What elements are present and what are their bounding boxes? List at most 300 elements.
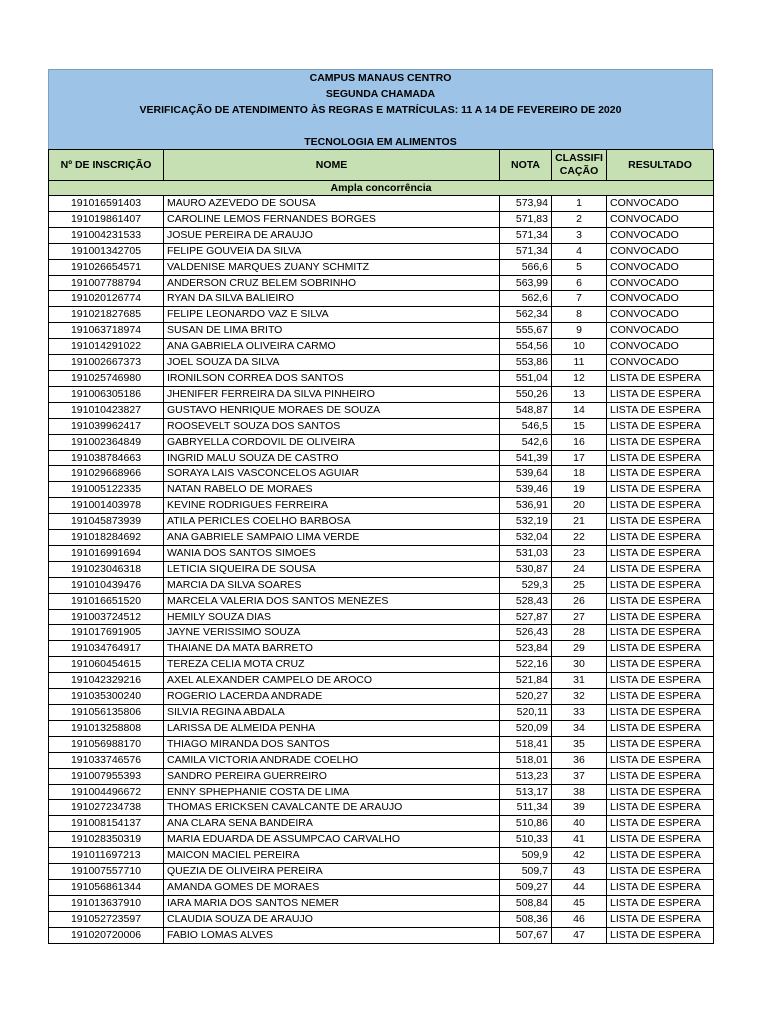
cell-nome: GABRYELLA CORDOVIL DE OLIVEIRA [164,434,500,450]
cell-resultado: LISTA DE ESPERA [607,625,714,641]
cell-nota: 542,6 [500,434,552,450]
cell-resultado: LISTA DE ESPERA [607,911,714,927]
cell-resultado: CONVOCADO [607,259,714,275]
cell-nota: 532,04 [500,530,552,546]
table-row [49,927,714,943]
cell-resultado: LISTA DE ESPERA [607,641,714,657]
cell-inscricao: 191063718974 [49,323,164,339]
table-row [49,545,714,561]
cell-nota: 553,86 [500,355,552,371]
cell-resultado: LISTA DE ESPERA [607,466,714,482]
cell-classificacao: 32 [552,689,607,705]
cell-inscricao: 191045873939 [49,514,164,530]
cell-classificacao: 10 [552,339,607,355]
cell-nome: NATAN RABELO DE MORAES [164,482,500,498]
cell-inscricao: 191052723597 [49,911,164,927]
cell-nome: RYAN DA SILVA BALIEIRO [164,291,500,307]
cell-classificacao: 8 [552,307,607,323]
cell-nota: 541,39 [500,450,552,466]
cell-classificacao: 42 [552,848,607,864]
cell-inscricao: 191021827685 [49,307,164,323]
cell-nome: LETICIA SIQUEIRA DE SOUSA [164,561,500,577]
cell-nome: ENNY SPHEPHANIE COSTA DE LIMA [164,784,500,800]
cell-nome: SORAYA LAIS VASCONCELOS AGUIAR [164,466,500,482]
table-row [49,243,714,259]
column-header-classificacao [552,150,607,181]
table-row [49,864,714,880]
campus-name: CAMPUS MANAUS CENTRO [309,72,452,84]
cell-nome: MAURO AZEVEDO DE SOUSA [164,196,500,212]
cell-resultado: LISTA DE ESPERA [607,673,714,689]
cell-nome: WANIA DOS SANTOS SIMOES [164,545,500,561]
cell-inscricao: 191025746980 [49,370,164,386]
cell-nota: 536,91 [500,498,552,514]
table-row [49,848,714,864]
table-row [49,768,714,784]
table-row [49,832,714,848]
cell-resultado: CONVOCADO [607,307,714,323]
cell-nota: 551,04 [500,370,552,386]
column-header-classificacao-label: CLASSIFICAÇÃO [555,152,603,177]
cell-nome: ROGERIO LACERDA ANDRADE [164,689,500,705]
cell-classificacao: 9 [552,323,607,339]
cell-nota: 539,46 [500,482,552,498]
cell-nome: INGRID MALU SOUZA DE CASTRO [164,450,500,466]
cell-nome: THOMAS ERICKSEN CAVALCANTE DE ARAUJO [164,800,500,816]
cell-resultado: LISTA DE ESPERA [607,482,714,498]
cell-nome: LARISSA DE ALMEIDA PENHA [164,720,500,736]
cell-nome: GUSTAVO HENRIQUE MORAES DE SOUZA [164,402,500,418]
cell-classificacao: 11 [552,355,607,371]
cell-nome: JOSUE PEREIRA DE ARAUJO [164,227,500,243]
column-header-nota: NOTA [500,150,552,181]
cell-inscricao: 191035300240 [49,689,164,705]
cell-classificacao: 24 [552,561,607,577]
cell-classificacao: 37 [552,768,607,784]
cell-nome: CAROLINE LEMOS FERNANDES BORGES [164,211,500,227]
cell-inscricao: 191017691905 [49,625,164,641]
table-row [49,323,714,339]
cell-classificacao: 19 [552,482,607,498]
table-row [49,466,714,482]
cell-inscricao: 191005122335 [49,482,164,498]
cell-inscricao: 191002364849 [49,434,164,450]
cell-nome: CAMILA VICTORIA ANDRADE COELHO [164,752,500,768]
cell-resultado: LISTA DE ESPERA [607,895,714,911]
cell-resultado: LISTA DE ESPERA [607,816,714,832]
cell-classificacao: 41 [552,832,607,848]
cell-nota: 511,34 [500,800,552,816]
cell-nota: 554,56 [500,339,552,355]
cell-resultado: LISTA DE ESPERA [607,514,714,530]
cell-nome: SUSAN DE LIMA BRITO [164,323,500,339]
cell-nota: 509,27 [500,879,552,895]
cell-resultado: CONVOCADO [607,196,714,212]
cell-resultado: LISTA DE ESPERA [607,927,714,943]
table-row [49,211,714,227]
cell-classificacao: 12 [552,370,607,386]
cell-nome: AXEL ALEXANDER CAMPELO DE AROCO [164,673,500,689]
cell-resultado: LISTA DE ESPERA [607,832,714,848]
cell-nome: CLAUDIA SOUZA DE ARAUJO [164,911,500,927]
cell-nota: 510,33 [500,832,552,848]
cell-inscricao: 191013258808 [49,720,164,736]
cell-nome: ANA CLARA SENA BANDEIRA [164,816,500,832]
cell-nome: FELIPE LEONARDO VAZ E SILVA [164,307,500,323]
cell-classificacao: 29 [552,641,607,657]
cell-nome: MAICON MACIEL PEREIRA [164,848,500,864]
header-spacer [49,118,712,134]
cell-nota: 520,27 [500,689,552,705]
cell-inscricao: 191020126774 [49,291,164,307]
cell-classificacao: 34 [552,720,607,736]
results-table [48,149,714,944]
cell-nota: 520,11 [500,705,552,721]
cell-inscricao: 191007557710 [49,864,164,880]
cell-nota: 526,43 [500,625,552,641]
cell-nome: KEVINE RODRIGUES FERREIRA [164,498,500,514]
group-label: Ampla concorrência [49,181,714,196]
table-row [49,641,714,657]
cell-nota: 566,6 [500,259,552,275]
cell-nome: IARA MARIA DOS SANTOS NEMER [164,895,500,911]
table-row [49,434,714,450]
table-row [49,752,714,768]
cell-nota: 563,99 [500,275,552,291]
cell-nota: 562,34 [500,307,552,323]
cell-classificacao: 26 [552,593,607,609]
cell-inscricao: 191029668966 [49,466,164,482]
cell-classificacao: 20 [552,498,607,514]
cell-nota: 529,3 [500,577,552,593]
cell-classificacao: 13 [552,386,607,402]
cell-classificacao: 14 [552,402,607,418]
table-header-row [49,150,714,181]
cell-inscricao: 191016991694 [49,545,164,561]
table-row [49,275,714,291]
cell-inscricao: 191016651520 [49,593,164,609]
table-row [49,609,714,625]
cell-nome: SANDRO PEREIRA GUERREIRO [164,768,500,784]
cell-classificacao: 35 [552,736,607,752]
cell-nome: QUEZIA DE OLIVEIRA PEREIRA [164,864,500,880]
cell-nota: 539,64 [500,466,552,482]
table-row [49,561,714,577]
cell-nota: 531,03 [500,545,552,561]
cell-resultado: LISTA DE ESPERA [607,752,714,768]
cell-classificacao: 43 [552,864,607,880]
cell-inscricao: 191008154137 [49,816,164,832]
table-row [49,895,714,911]
cell-nome: JAYNE VERISSIMO SOUZA [164,625,500,641]
cell-classificacao: 36 [552,752,607,768]
cell-resultado: LISTA DE ESPERA [607,864,714,880]
cell-nome: ROOSEVELT SOUZA DOS SANTOS [164,418,500,434]
cell-inscricao: 191014291022 [49,339,164,355]
cell-classificacao: 4 [552,243,607,259]
cell-classificacao: 16 [552,434,607,450]
cell-inscricao: 191011697213 [49,848,164,864]
cell-inscricao: 191056861344 [49,879,164,895]
cell-nota: 513,17 [500,784,552,800]
cell-nota: 508,84 [500,895,552,911]
cell-nome: AMANDA GOMES DE MORAES [164,879,500,895]
cell-resultado: LISTA DE ESPERA [607,705,714,721]
verification-title: VERIFICAÇÃO DE ATENDIMENTO ÀS REGRAS E MATRÍCULAS: 11 A 14 DE FEVEREIRO DE 2020 [139,104,622,116]
cell-classificacao: 38 [552,784,607,800]
cell-nota: 520,09 [500,720,552,736]
cell-inscricao: 191007788794 [49,275,164,291]
cell-nome: ANA GABRIELA OLIVEIRA CARMO [164,339,500,355]
table-row [49,386,714,402]
cell-nota: 513,23 [500,768,552,784]
cell-resultado: LISTA DE ESPERA [607,736,714,752]
cell-classificacao: 23 [552,545,607,561]
cell-classificacao: 40 [552,816,607,832]
cell-nome: MARCIA DA SILVA SOARES [164,577,500,593]
cell-resultado: LISTA DE ESPERA [607,879,714,895]
cell-classificacao: 21 [552,514,607,530]
cell-nome: IRONILSON CORREA DOS SANTOS [164,370,500,386]
cell-nome: FELIPE GOUVEIA DA SILVA [164,243,500,259]
column-header-nome: NOME [164,150,500,181]
table-row [49,879,714,895]
call-title: SEGUNDA CHAMADA [325,88,436,100]
cell-resultado: CONVOCADO [607,291,714,307]
cell-classificacao: 25 [552,577,607,593]
cell-nota: 555,67 [500,323,552,339]
cell-nota: 510,86 [500,816,552,832]
table-row [49,816,714,832]
table-row [49,227,714,243]
cell-resultado: CONVOCADO [607,211,714,227]
cell-resultado: CONVOCADO [607,323,714,339]
cell-resultado: LISTA DE ESPERA [607,434,714,450]
cell-classificacao: 1 [552,196,607,212]
cell-nota: 522,16 [500,657,552,673]
cell-resultado: CONVOCADO [607,243,714,259]
table-row [49,530,714,546]
cell-nome: JHENIFER FERREIRA DA SILVA PINHEIRO [164,386,500,402]
cell-inscricao: 191002667373 [49,355,164,371]
cell-inscricao: 191023046318 [49,561,164,577]
cell-nome: ANDERSON CRUZ BELEM SOBRINHO [164,275,500,291]
cell-resultado: LISTA DE ESPERA [607,450,714,466]
cell-inscricao: 191004496672 [49,784,164,800]
cell-nota: 530,87 [500,561,552,577]
cell-resultado: CONVOCADO [607,275,714,291]
cell-resultado: LISTA DE ESPERA [607,768,714,784]
cell-nota: 550,26 [500,386,552,402]
cell-classificacao: 30 [552,657,607,673]
cell-nota: 571,34 [500,227,552,243]
table-row [49,625,714,641]
cell-inscricao: 191007955393 [49,768,164,784]
cell-inscricao: 191027234738 [49,800,164,816]
cell-nota: 527,87 [500,609,552,625]
cell-resultado: LISTA DE ESPERA [607,657,714,673]
table-row [49,784,714,800]
cell-resultado: CONVOCADO [607,339,714,355]
cell-nome: THIAGO MIRANDA DOS SANTOS [164,736,500,752]
cell-resultado: LISTA DE ESPERA [607,386,714,402]
cell-resultado: LISTA DE ESPERA [607,609,714,625]
cell-inscricao: 191056988170 [49,736,164,752]
table-row [49,370,714,386]
cell-classificacao: 44 [552,879,607,895]
table-row [49,307,714,323]
table-row [49,577,714,593]
table-row [49,673,714,689]
cell-classificacao: 5 [552,259,607,275]
cell-resultado: LISTA DE ESPERA [607,561,714,577]
cell-nome: ATILA PERICLES COELHO BARBOSA [164,514,500,530]
table-row [49,514,714,530]
cell-nota: 509,9 [500,848,552,864]
cell-classificacao: 3 [552,227,607,243]
cell-resultado: LISTA DE ESPERA [607,848,714,864]
cell-inscricao: 191006305186 [49,386,164,402]
cell-classificacao: 47 [552,927,607,943]
cell-nota: 518,41 [500,736,552,752]
cell-inscricao: 191010439476 [49,577,164,593]
cell-nota: 523,84 [500,641,552,657]
cell-resultado: LISTA DE ESPERA [607,577,714,593]
cell-nome: VALDENISE MARQUES ZUANY SCHMITZ [164,259,500,275]
cell-inscricao: 191001342705 [49,243,164,259]
cell-resultado: CONVOCADO [607,355,714,371]
table-body [49,181,714,944]
table-row [49,355,714,371]
cell-classificacao: 39 [552,800,607,816]
table-row [49,291,714,307]
cell-classificacao: 17 [552,450,607,466]
cell-inscricao: 191016591403 [49,196,164,212]
cell-nota: 521,84 [500,673,552,689]
cell-inscricao: 191026654571 [49,259,164,275]
cell-nota: 528,43 [500,593,552,609]
cell-nome: JOEL SOUZA DA SILVA [164,355,500,371]
table-row [49,482,714,498]
cell-nome: SILVIA REGINA ABDALA [164,705,500,721]
cell-classificacao: 22 [552,530,607,546]
cell-inscricao: 191019861407 [49,211,164,227]
table-row [49,911,714,927]
cell-inscricao: 191003724512 [49,609,164,625]
table-row [49,736,714,752]
cell-inscricao: 191028350319 [49,832,164,848]
cell-inscricao: 191013637910 [49,895,164,911]
cell-classificacao: 46 [552,911,607,927]
table-row [49,705,714,721]
table-row [49,657,714,673]
cell-inscricao: 191034764917 [49,641,164,657]
cell-nota: 562,6 [500,291,552,307]
course-name: TECNOLOGIA EM ALIMENTOS [304,136,457,148]
table-row [49,720,714,736]
cell-resultado: LISTA DE ESPERA [607,593,714,609]
cell-nome: FABIO LOMAS ALVES [164,927,500,943]
cell-classificacao: 7 [552,291,607,307]
table-row [49,418,714,434]
cell-inscricao: 191010423827 [49,402,164,418]
cell-resultado: LISTA DE ESPERA [607,784,714,800]
cell-nota: 548,87 [500,402,552,418]
cell-nota: 509,7 [500,864,552,880]
cell-resultado: LISTA DE ESPERA [607,800,714,816]
cell-nome: MARIA EDUARDA DE ASSUMPCAO CARVALHO [164,832,500,848]
cell-classificacao: 45 [552,895,607,911]
cell-classificacao: 6 [552,275,607,291]
cell-nota: 508,36 [500,911,552,927]
table-row [49,196,714,212]
group-row [49,181,714,196]
cell-resultado: LISTA DE ESPERA [607,530,714,546]
cell-resultado: LISTA DE ESPERA [607,720,714,736]
cell-nome: TEREZA CELIA MOTA CRUZ [164,657,500,673]
cell-classificacao: 2 [552,211,607,227]
cell-nota: 573,94 [500,196,552,212]
cell-resultado: LISTA DE ESPERA [607,545,714,561]
table-row [49,593,714,609]
table-row [49,800,714,816]
table-row [49,498,714,514]
cell-nome: HEMILY SOUZA DIAS [164,609,500,625]
table-row [49,402,714,418]
column-header-inscricao: Nº DE INSCRIÇÃO [49,150,164,181]
column-header-resultado: RESULTADO [607,150,714,181]
cell-resultado: LISTA DE ESPERA [607,498,714,514]
cell-inscricao: 191038784663 [49,450,164,466]
cell-nota: 518,01 [500,752,552,768]
cell-nota: 507,67 [500,927,552,943]
cell-inscricao: 191004231533 [49,227,164,243]
cell-resultado: LISTA DE ESPERA [607,418,714,434]
cell-resultado: CONVOCADO [607,227,714,243]
cell-classificacao: 15 [552,418,607,434]
cell-nota: 546,5 [500,418,552,434]
cell-inscricao: 191033746576 [49,752,164,768]
cell-classificacao: 18 [552,466,607,482]
table-row [49,689,714,705]
cell-inscricao: 191042329216 [49,673,164,689]
cell-inscricao: 191001403978 [49,498,164,514]
cell-inscricao: 191039962417 [49,418,164,434]
results-sheet [48,69,713,944]
table-row [49,259,714,275]
document-header [48,69,713,149]
cell-nota: 532,19 [500,514,552,530]
cell-nota: 571,83 [500,211,552,227]
cell-resultado: LISTA DE ESPERA [607,402,714,418]
cell-nome: MARCELA VALERIA DOS SANTOS MENEZES [164,593,500,609]
cell-inscricao: 191020720006 [49,927,164,943]
table-row [49,450,714,466]
cell-classificacao: 27 [552,609,607,625]
cell-classificacao: 28 [552,625,607,641]
cell-resultado: LISTA DE ESPERA [607,689,714,705]
cell-inscricao: 191018284692 [49,530,164,546]
cell-resultado: LISTA DE ESPERA [607,370,714,386]
cell-classificacao: 31 [552,673,607,689]
cell-inscricao: 191056135806 [49,705,164,721]
cell-inscricao: 191060454615 [49,657,164,673]
cell-nome: THAIANE DA MATA BARRETO [164,641,500,657]
cell-classificacao: 33 [552,705,607,721]
cell-nota: 571,34 [500,243,552,259]
table-row [49,339,714,355]
cell-nome: ANA GABRIELE SAMPAIO LIMA VERDE [164,530,500,546]
